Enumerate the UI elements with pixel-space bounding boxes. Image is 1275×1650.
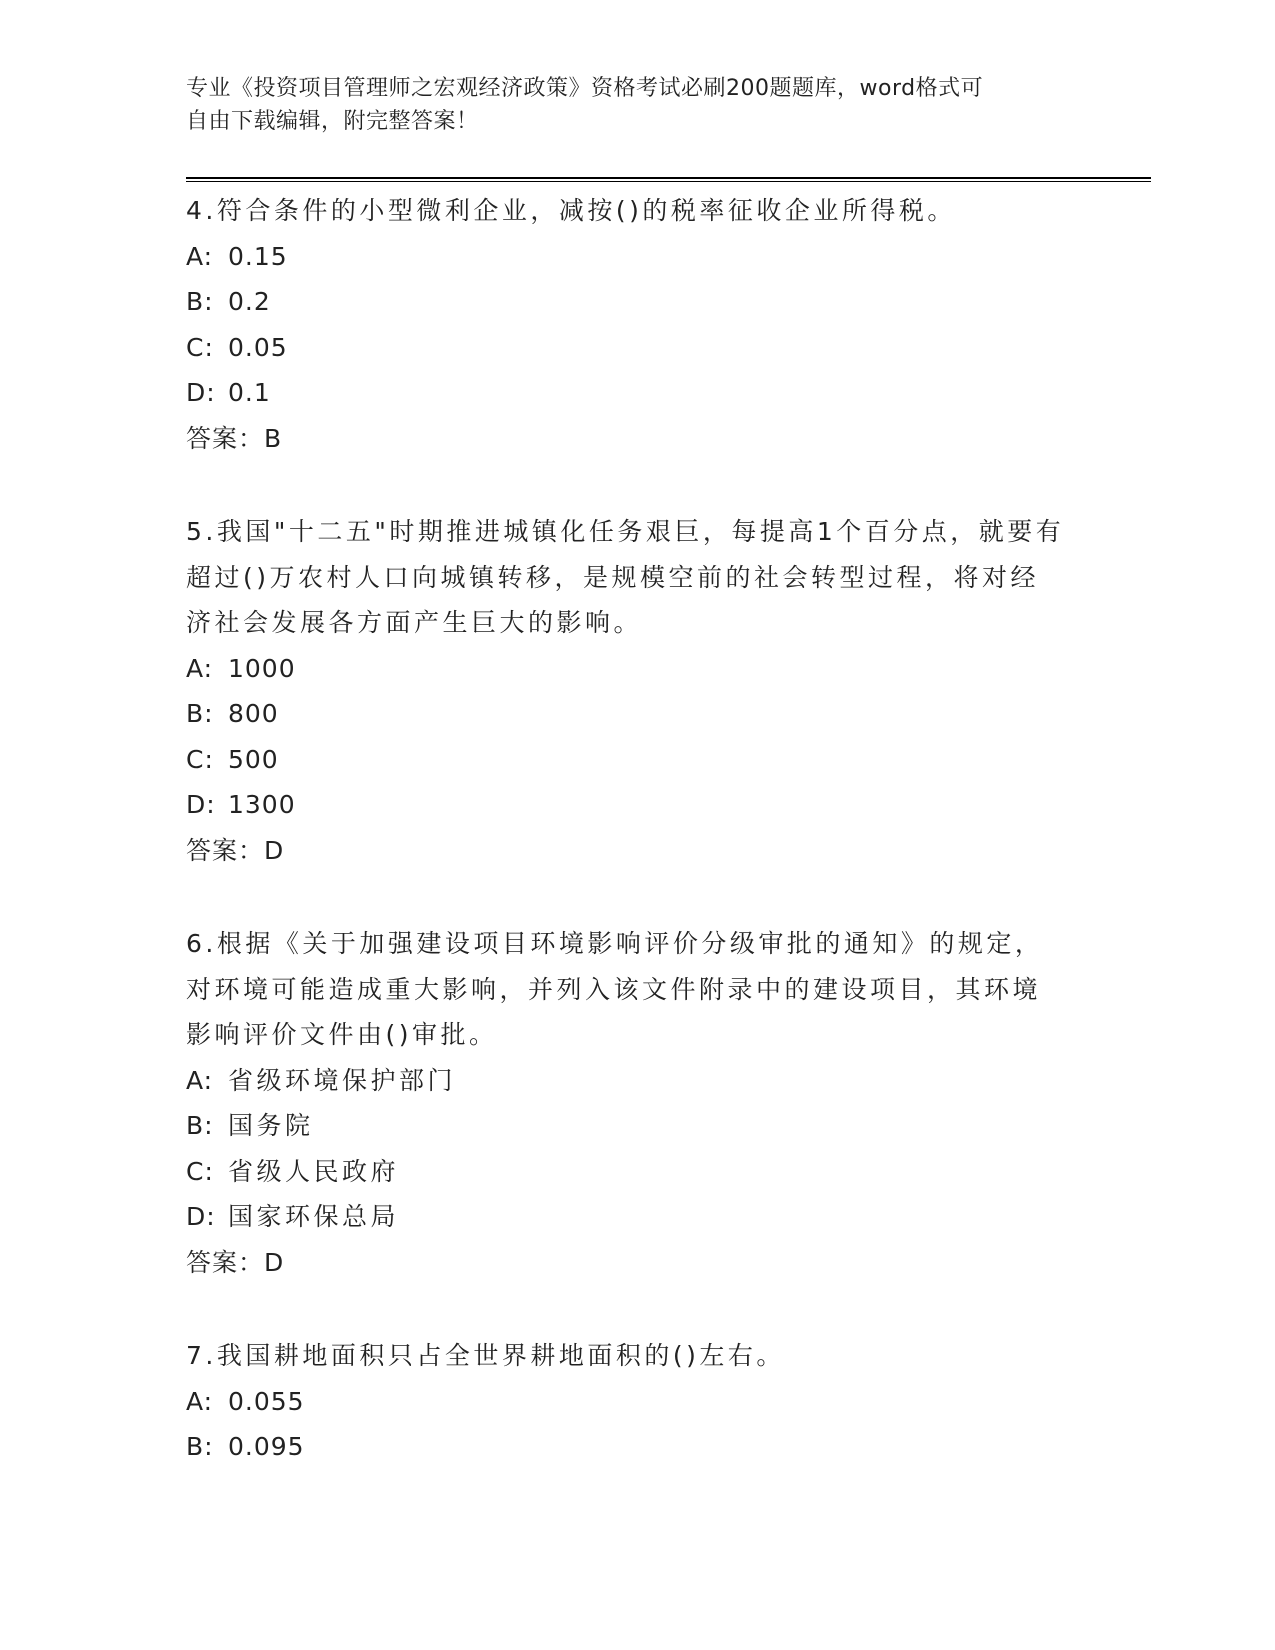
option-a <box>186 234 1066 280</box>
option-text: 省级环境保护部门 <box>228 1065 457 1095</box>
option-letter: C: <box>186 744 214 774</box>
option-letter: B: <box>186 699 214 728</box>
option-text: 800 <box>228 699 279 728</box>
option-text: 0.055 <box>228 1386 305 1416</box>
option-d <box>186 782 1066 828</box>
question-5 <box>186 509 1066 873</box>
question-text <box>186 1333 1066 1379</box>
option-letter: B: <box>186 1111 214 1140</box>
option-a <box>186 1058 1066 1104</box>
option-b <box>186 1103 1066 1149</box>
question-number: 7. <box>186 1341 217 1370</box>
option-text: 0.2 <box>228 287 271 316</box>
answer-line: 答案：B <box>186 423 283 453</box>
header-divider-thin <box>186 181 1151 182</box>
question-list <box>186 188 1066 1518</box>
option-letter: B: <box>186 1432 214 1461</box>
option-c <box>186 1149 1066 1195</box>
option-text: 0.1 <box>228 378 271 407</box>
question-text <box>186 188 1066 234</box>
option-text: 省级人民政府 <box>228 1156 400 1186</box>
option-letter: A: <box>186 1065 214 1095</box>
option-text: 国家环保总局 <box>228 1202 400 1231</box>
option-letter: A: <box>186 241 214 271</box>
option-c <box>186 325 1066 371</box>
option-letter: A: <box>186 1386 214 1416</box>
option-text: 国务院 <box>228 1111 314 1140</box>
question-number: 5. <box>186 517 217 546</box>
question-stem: 我国耕地面积只占全世界耕地面积的()左右。 <box>216 1341 785 1370</box>
option-text: 0.095 <box>228 1432 305 1461</box>
question-stem: 符合条件的小型微利企业，减按()的税率征收企业所得税。 <box>216 196 956 225</box>
header-line-2: 自由下载编辑，附完整答案！ <box>186 109 479 134</box>
question-7 <box>186 1333 1066 1470</box>
document-header <box>186 72 1066 138</box>
option-letter: C: <box>186 332 214 362</box>
option-b <box>186 1424 1066 1470</box>
option-text: 1000 <box>228 653 296 683</box>
question-stem: 根据《关于加强建设项目环境影响评价分级审批的通知》的规定，对环境可能造成重大影响，并列入该文件附录中的建设项目，其环境影响评价文件由()审批。 <box>186 929 1044 1049</box>
question-text <box>186 921 1066 1058</box>
option-letter: D: <box>186 378 216 407</box>
answer-line: 答案：D <box>186 1247 285 1277</box>
question-text <box>186 509 1066 646</box>
option-text: 1300 <box>228 790 296 819</box>
question-4 <box>186 188 1066 461</box>
option-text: 0.05 <box>228 332 288 362</box>
option-b <box>186 279 1066 325</box>
question-number: 6. <box>186 929 217 958</box>
header-divider-thick <box>186 177 1151 179</box>
option-letter: B: <box>186 287 214 316</box>
option-a <box>186 1379 1066 1425</box>
option-d <box>186 1194 1066 1240</box>
question-stem: 我国"十二五"时期推进城镇化任务艰巨，每提高1个百分点，就要有超过()万农村人口向城镇转移，是规模空前的社会转型过程，将对经济社会发展各方面产生巨大的影响。 <box>186 517 1065 637</box>
header-line-1: 专业《投资项目管理师之宏观经济政策》资格考试必刷200题题库，word格式可 <box>186 76 984 101</box>
option-c <box>186 737 1066 783</box>
option-b <box>186 691 1066 737</box>
option-letter: C: <box>186 1156 214 1186</box>
option-text: 0.15 <box>228 241 288 271</box>
question-6 <box>186 921 1066 1285</box>
option-letter: D: <box>186 790 216 819</box>
option-letter: D: <box>186 1202 216 1231</box>
option-a <box>186 646 1066 692</box>
option-d <box>186 370 1066 416</box>
answer-line: 答案：D <box>186 835 285 865</box>
question-number: 4. <box>186 196 217 225</box>
option-text: 500 <box>228 744 279 774</box>
option-letter: A: <box>186 653 214 683</box>
